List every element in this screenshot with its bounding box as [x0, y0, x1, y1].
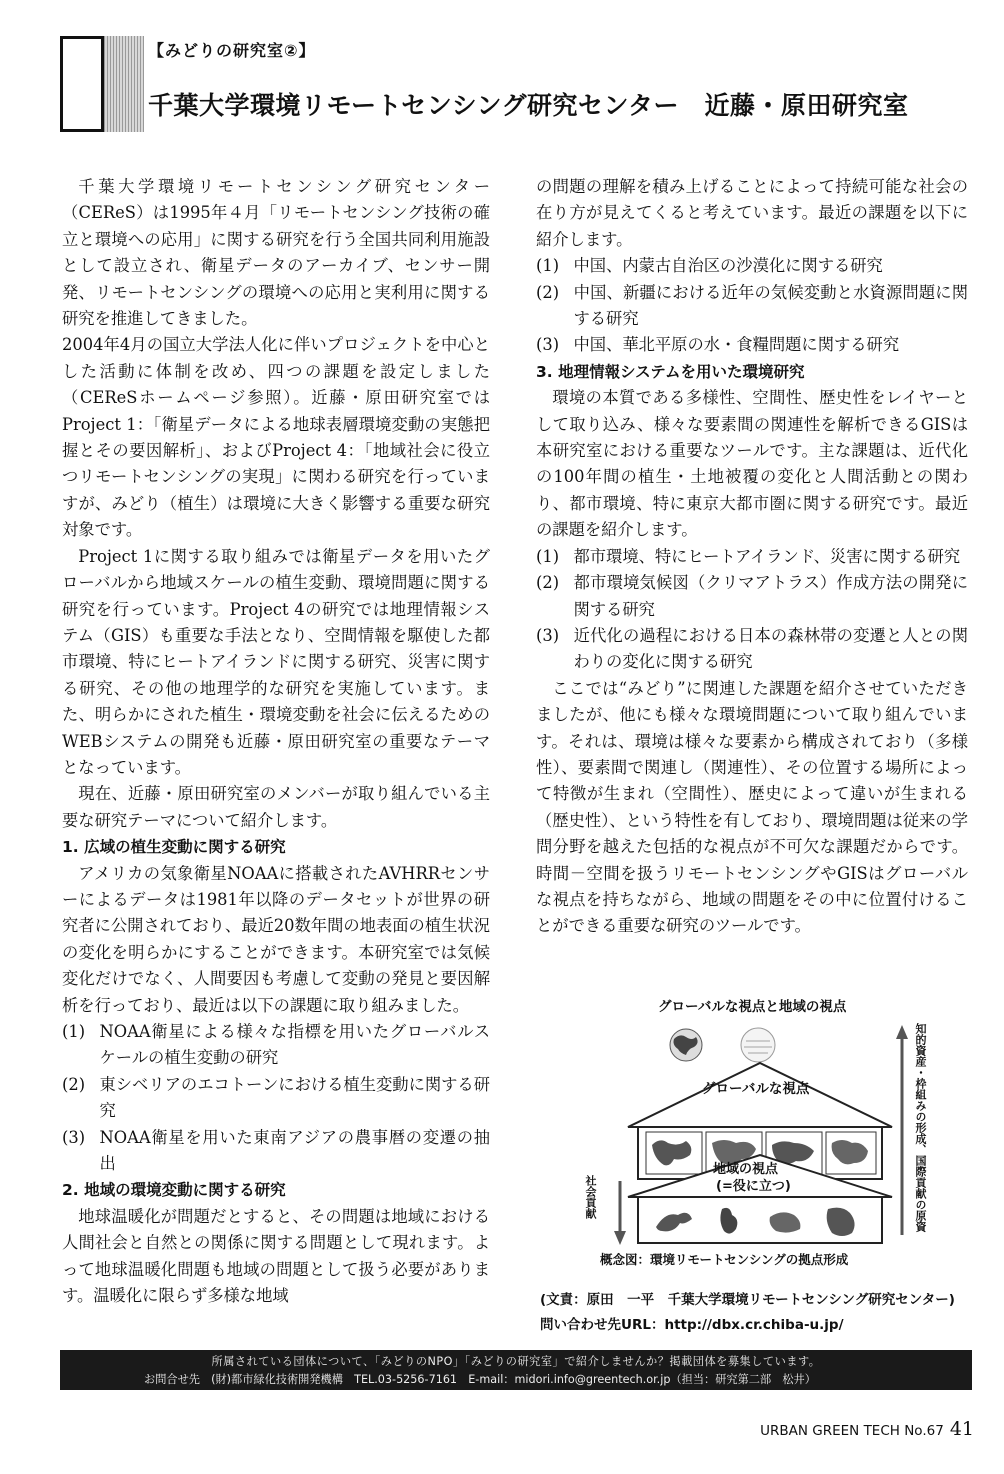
paragraph: 現在、近藤・原田研究室のメンバーが取り組んでいる主要な研究テーマについて紹介します。	[62, 784, 490, 830]
paragraph: の問題の理解を積み上げることによって持続可能な社会の在り方が見えてくると考えています。最近の課題を以下に紹介します。	[536, 177, 968, 249]
list-item-text: 東シベリアのエコトーンにおける植生変動に関する研究	[99, 1074, 490, 1121]
list-item	[62, 1125, 490, 1178]
paragraph: 環境の本質である多様性、空間性、歴史性をレイヤーとして取り込み、様々な要素間の関連性を解析できるGISは本研究室における重要なツールです。主な課題は、近代化の100年間の植生・土地被覆の変化と人間活動との関わり、都市環境、特に東京大都市圏に関する研究です。最近の課題を紹介します。	[536, 388, 968, 540]
header-frame	[60, 36, 104, 132]
list-item-number: (2)	[536, 573, 560, 593]
list-item-number: (1)	[536, 256, 560, 276]
list-item	[62, 1019, 490, 1072]
paragraph: 2004年4月の国立大学法人化に伴いプロジェクトを中心とした活動に体制を改め、四つの課題を設定しました（CEReSホームページ参照）。近藤・原田研究室ではProject 1：「衛星データによる地球表層環境変動の実態把握とその要因解析」、およびProject 4：「地域社会に役立つリモートセンシングの実現」に関わる研究を行っていますが、みどり（植生）は環境に大きく影響する重要な研究対象です。	[62, 335, 490, 540]
list-item-text: NOAA衛星を用いた東南アジアの農事暦の変遷の抽出	[99, 1127, 490, 1174]
recruitment-band	[60, 1350, 972, 1390]
list-item-number: (3)	[62, 1127, 86, 1147]
page-number: 41	[949, 1418, 974, 1440]
list-item-number: (2)	[62, 1074, 86, 1094]
down-arrow-icon	[614, 1181, 626, 1245]
regional-view-sublabel: (=役に立つ)	[716, 1179, 791, 1194]
up-arrow-icon	[896, 1025, 908, 1235]
globe-night-icon	[670, 1029, 702, 1061]
list-item	[536, 544, 968, 570]
regional-view-label: 地域の視点	[713, 1162, 779, 1177]
list-item	[536, 623, 968, 676]
paragraph: ここでは“みどり”に関連した課題を紹介させていただきましたが、他にも様々な環境問題について取り組んでいます。それは、環境は様々な要素から構成されており（多様性）、要素間で関連し（関連性）、その位置する場所によって特徴が生まれ（空間性）、歴史によって違いが生まれる（歴史性）、という特性を有しており、環境問題は従来の学問分野を越えた包括的な視点が不可欠な課題だからです。時間－空間を扱うリモートセンシングやGISはグローバルな視点を持ちながら、地域の問題をその中に位置付けることができる重要な研究のツールです。	[536, 678, 968, 936]
page-footer	[760, 1418, 974, 1440]
section-heading: 2. 地域の環境変動に関する研究	[62, 1181, 286, 1200]
list-item	[536, 253, 968, 279]
right-column	[536, 174, 968, 940]
paragraph: 千葉大学環境リモートセンシング研究センター（CEReS）は1995年４月「リモートセンシング技術の確立と環境への応用」に関する研究を行う全国共同利用施設として設立され、衛星データのアーカイブ、センサー開発、リモートセンシングの環境への応用と実利用に関する研究を推進してきました。	[62, 177, 490, 329]
header-shade	[104, 36, 144, 132]
list-item	[536, 332, 968, 358]
paragraph: 地球温暖化が問題だとすると、その問題は地域における人間社会と自然との関係に関する問題として現れます。よって地球温暖化問題も地域の問題として扱う必要があります。温暖化に限らず多様な地域	[62, 1206, 490, 1306]
list-item-number: (3)	[536, 625, 560, 645]
band-message: 所属されている団体について、「みどりのNPO」「みどりの研究室」で紹介しませんか？掲載団体を募集しています。	[211, 1355, 821, 1368]
figure-caption: 概念図：環境リモートセンシングの拠点形成	[600, 1252, 849, 1267]
list-item-text: 近代化の過程における日本の森林帯の変遷と人との関わりの変化に関する研究	[573, 625, 968, 672]
list-item-text: 都市環境、特にヒートアイランド、災害に関する研究	[573, 546, 961, 566]
list-item-text: 都市環境気候図（クリマアトラス）作成方法の開発に関する研究	[573, 573, 968, 619]
list-item-text: 中国、華北平原の水・食糧問題に関する研究	[573, 335, 900, 355]
section-heading: 1. 広域の植生変動に関する研究	[62, 838, 286, 857]
list-item-number: (1)	[536, 546, 560, 566]
figure-title: グローバルな視点と地域の視点	[658, 999, 847, 1015]
global-view-label: グローバルな視点	[702, 1081, 810, 1097]
band-contact: お問合せ先 (財)都市緑化技術開発機構 TEL.03-5256-7161 E-mail：midori.info@greentech.or.jp（担当：研究第二部 松井）	[144, 1373, 816, 1386]
paragraph: アメリカの気象衛星NOAAに搭載されたAVHRRセンサーによるデータは1981年以降のデータセットが世界の研究者に公開されており、最近20数年間の地表面の植生状況の変化を明らかにすることができます。本研究室では気候変化だけでなく、人間要因も考慮して変動の発見と要因解析を行っており、最近は以下の課題に取り組みました。	[62, 863, 490, 1015]
author-credit: (文責：原田 一平 千葉大学環境リモートセンシング研究センター)	[540, 1292, 955, 1308]
list-item	[62, 1072, 490, 1125]
page-title: 千葉大学環境リモートセンシング研究センター 近藤・原田研究室	[148, 91, 909, 120]
journal-name: URBAN GREEN TECH No.67	[760, 1423, 944, 1439]
intellectual-asset-label: 知的資産・枠組みの形成、国際貢献の原資	[914, 1023, 927, 1232]
paragraph: Project 1に関する取り組みでは衛星データを用いたグローバルから地域スケールの植生変動、環境問題に関する研究を行っています。Project 4の研究では地理情報システム（GIS）も重要な手法となり、空間情報を駆使した都市環境、特にヒートアイランドに関する研究、災害に関する研究、その他の地理学的な研究を実施しています。また、明らかにされた植生・環境変動を社会に伝えるためのWEBシステムの開発も近藤・原田研究室の重要なテーマとなっています。	[62, 546, 490, 777]
concept-figure	[580, 995, 940, 1273]
list-item-text: 中国、内蒙古自治区の沙漠化に関する研究	[573, 256, 883, 276]
list-item-number: (3)	[536, 335, 560, 355]
list-item	[536, 280, 968, 333]
contact-url: 問い合わせ先URL：http://dbx.cr.chiba-u.jp/	[540, 1317, 844, 1333]
social-contribution-label: 社会貢献	[584, 1175, 597, 1219]
figure-drawing	[580, 995, 940, 1273]
section-heading: 3. 地理情報システムを用いた環境研究	[536, 362, 805, 381]
list-item-number: (1)	[62, 1022, 86, 1041]
left-column	[62, 174, 490, 1309]
list-item-text: NOAA衛星による様々な指標を用いたグローバルスケールの植生変動の研究	[99, 1022, 490, 1068]
series-tag: 【みどりの研究室②】	[148, 41, 316, 60]
globe-day-icon	[741, 1028, 775, 1062]
list-item-text: 中国、新疆における近年の気候変動と水資源問題に関する研究	[573, 282, 968, 329]
list-item-number: (2)	[536, 282, 560, 302]
list-item	[536, 570, 968, 623]
